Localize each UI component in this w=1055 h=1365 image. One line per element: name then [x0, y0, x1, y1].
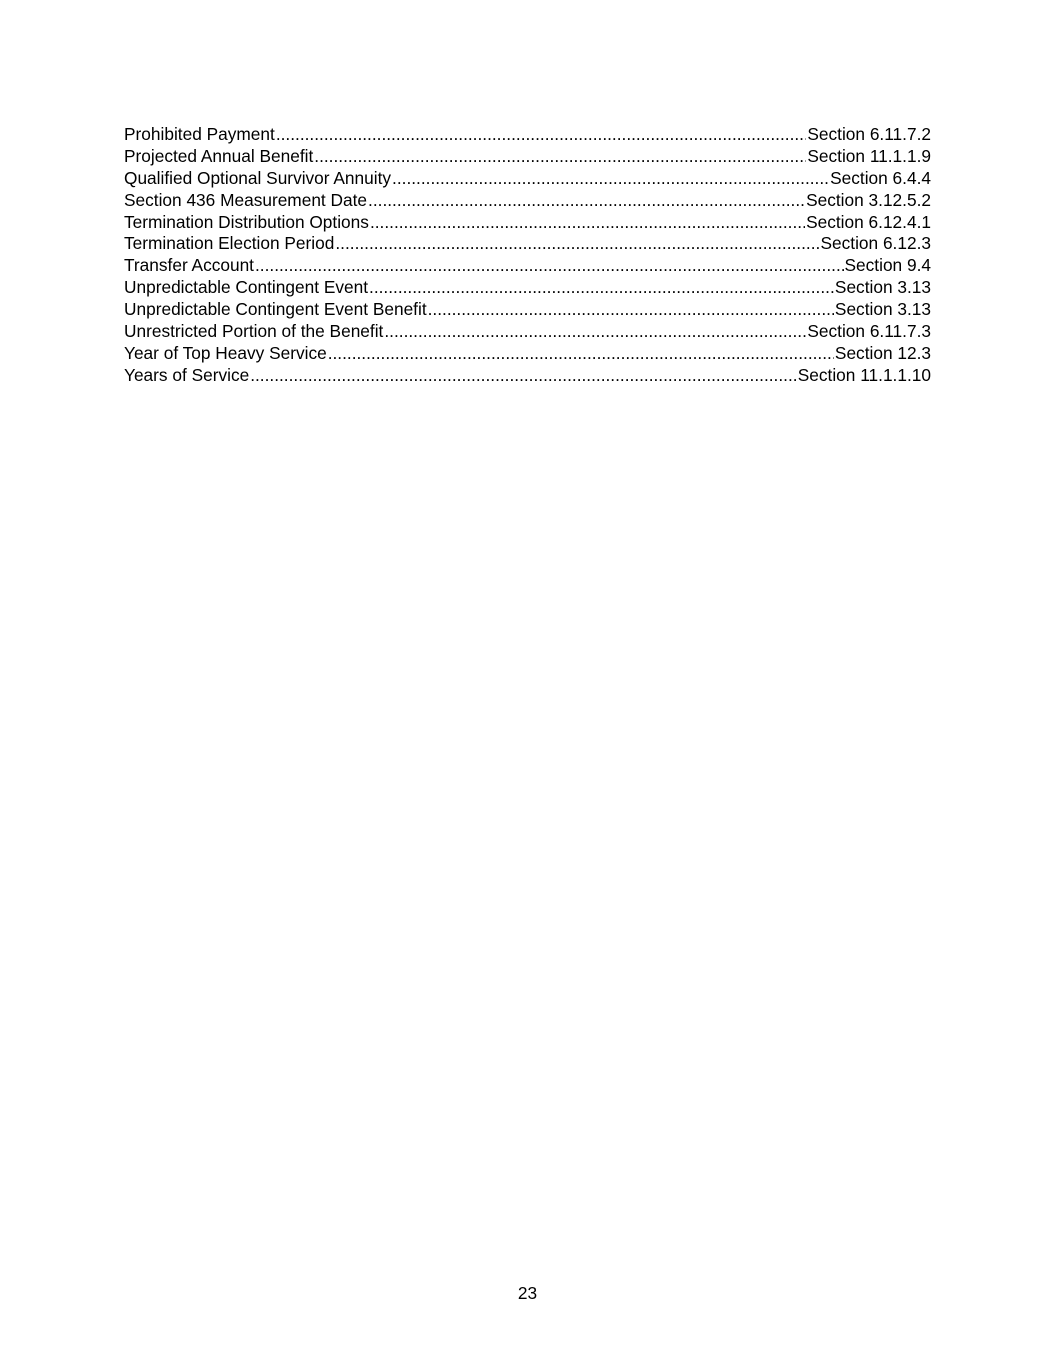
index-section-ref: Section 11.1.1.9	[807, 145, 931, 166]
index-entry	[124, 146, 931, 168]
index-section-ref: Section 6.12.3	[820, 233, 931, 254]
dot-leader	[369, 277, 834, 299]
dot-leader	[255, 255, 844, 277]
dot-leader	[328, 343, 834, 365]
index-term: Year of Top Heavy Service	[124, 342, 327, 363]
page-number: 23	[517, 1283, 538, 1303]
index-term: Unpredictable Contingent Event Benefit	[124, 299, 427, 320]
dot-leader	[370, 212, 805, 234]
index-entry	[124, 212, 931, 234]
index-entry	[124, 168, 931, 190]
index-term: Prohibited Payment	[124, 124, 275, 144]
index-term: Termination Distribution Options	[124, 211, 369, 232]
index-section-ref: Section 3.12.5.2	[806, 189, 931, 210]
index-entry	[124, 233, 931, 255]
index-section-ref: Section 6.4.4	[830, 167, 931, 188]
index-section-ref: Section 6.11.7.2	[807, 124, 931, 144]
index-term: Unrestricted Portion of the Benefit	[124, 321, 384, 342]
dot-leader	[428, 299, 834, 321]
index-entry	[124, 277, 931, 299]
index-section-ref: Section 6.11.7.3	[807, 321, 931, 342]
index-term: Section 436 Measurement Date	[124, 189, 368, 210]
index-term: Projected Annual Benefit	[124, 145, 314, 166]
definitions-index	[124, 124, 931, 387]
index-entry	[124, 255, 931, 277]
index-section-ref: Section 3.13	[834, 299, 931, 320]
index-term: Termination Election Period	[124, 233, 335, 254]
index-term: Years of Service	[124, 364, 250, 385]
index-section-ref: Section 9.4	[844, 255, 931, 276]
index-entry	[124, 365, 931, 387]
index-section-ref: Section 11.1.1.10	[797, 364, 931, 385]
dot-leader	[384, 321, 806, 343]
dot-leader	[392, 168, 829, 190]
index-term: Transfer Account	[124, 255, 254, 276]
dot-leader	[276, 124, 807, 146]
dot-leader	[368, 190, 805, 212]
index-entry	[124, 124, 931, 146]
index-section-ref: Section 3.13	[834, 277, 931, 298]
index-term: Unpredictable Contingent Event	[124, 277, 369, 298]
index-entry	[124, 299, 931, 321]
index-entry	[124, 190, 931, 212]
dot-leader	[250, 365, 797, 387]
index-entry	[124, 321, 931, 343]
index-section-ref: Section 12.3	[834, 342, 931, 363]
index-term: Qualified Optional Survivor Annuity	[124, 167, 392, 188]
dot-leader	[335, 233, 819, 255]
index-section-ref: Section 6.12.4.1	[806, 211, 931, 232]
index-entry	[124, 343, 931, 365]
dot-leader	[314, 146, 806, 168]
